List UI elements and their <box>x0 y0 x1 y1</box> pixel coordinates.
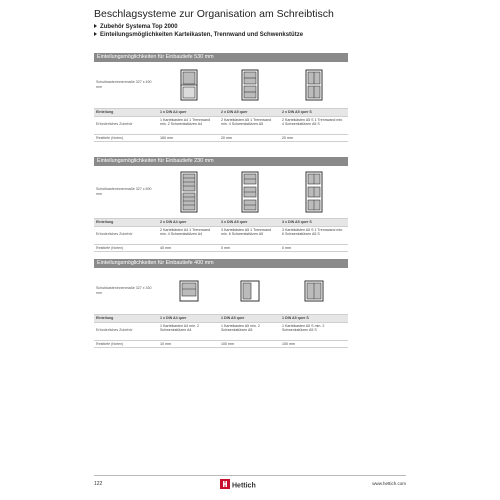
diagram-a4-single <box>158 62 219 108</box>
diagram-a5-triple <box>219 166 280 218</box>
table-cell: 160 mm <box>160 135 173 140</box>
section-heading: Einteilungsmöglichkeiten für Einbautiefe 530 mm <box>94 53 348 62</box>
diagram-a5-single <box>219 268 280 314</box>
drawer-layout-diagram <box>180 69 198 101</box>
brand-logo-icon <box>220 479 264 493</box>
table-header-row <box>94 109 348 117</box>
row-label: Resttiefe (hinten) <box>96 245 124 250</box>
drawer-layout-diagram <box>180 171 198 213</box>
table-cell: 20 mm <box>282 135 293 140</box>
inner-dimension-label: Schubkasteninnenmaße 327 x 330 mm <box>96 286 152 295</box>
subtitle-options <box>94 32 303 38</box>
subtitle-product <box>94 24 178 30</box>
col-option: 3 x DIN A5 quer <box>221 220 248 224</box>
col-option: 1 x DIN A4 quer <box>160 110 187 114</box>
table-header-row <box>94 315 348 323</box>
section-heading: Einteilungsmöglichkeiten für Einbautiefe 400 mm <box>94 259 348 268</box>
diagram-row <box>94 166 348 219</box>
table-row <box>94 245 348 253</box>
diagram-a5s-triple <box>280 166 348 218</box>
table-header-row <box>94 219 348 227</box>
table-row <box>94 341 348 349</box>
table-cell: 100 mm <box>221 341 234 346</box>
table-cell: 0 mm <box>221 245 230 250</box>
drawer-layout-diagram <box>305 171 323 213</box>
col-option: 1 x DIN A4 quer <box>160 316 187 320</box>
drawer-layout-diagram <box>304 280 324 302</box>
inner-dimension-label: Schubkasteninnenmaße 327 x 690 mm <box>96 187 152 196</box>
section-400 <box>94 259 348 348</box>
diagram-a5s-double <box>280 62 348 108</box>
options-table <box>94 166 348 252</box>
col-option: 2 x DIN A4 quer <box>160 220 187 224</box>
row-label: Erforderliches Zubehör <box>96 121 133 126</box>
table-cell: 0 mm <box>282 245 291 250</box>
logo-wordmark: Hettich <box>232 482 256 490</box>
row-label: Erforderliches Zubehör <box>96 327 133 332</box>
table-cell: 40 mm <box>160 245 171 250</box>
row-label: Erforderliches Zubehör <box>96 231 133 236</box>
row-label: Resttiefe (hinten) <box>96 341 124 346</box>
drawer-layout-diagram <box>179 280 199 302</box>
section-230 <box>94 157 348 252</box>
hettich-logo <box>220 479 264 493</box>
table-row <box>94 135 348 143</box>
page-title: Beschlagsysteme zur Organisation am Schreibtisch <box>94 8 334 20</box>
col-label: Einteilung <box>96 316 114 320</box>
table-cell: 3 Karteikästen A5 1 Trennwand min. 6 Schwenkstützen A5 <box>221 227 271 237</box>
row-label: Resttiefe (hinten) <box>96 135 124 140</box>
arrow-right-icon <box>94 32 97 36</box>
col-option: 2 x DIN A5 quer S <box>282 110 312 114</box>
table-row <box>94 227 348 245</box>
table-cell: 10 mm <box>160 341 171 346</box>
options-table <box>94 268 348 348</box>
diagram-a4-double <box>158 166 219 218</box>
table-row <box>94 117 348 135</box>
drawer-layout-diagram <box>305 69 323 101</box>
col-label: Einteilung <box>96 220 114 224</box>
drawer-layout-diagram <box>241 171 259 213</box>
footer-divider <box>94 475 406 476</box>
col-label: Einteilung <box>96 110 114 114</box>
diagram-a5-double <box>219 62 280 108</box>
col-option: 3 x DIN A5 quer S <box>282 220 312 224</box>
subtitle-options-text: Einteilungsmöglichkeiten Karteikasten, Trennwand und Schwenkstütze <box>100 32 304 38</box>
section-heading: Einteilungsmöglichkeiten für Einbautiefe 230 mm <box>94 157 348 166</box>
table-row <box>94 323 348 341</box>
table-cell: 100 mm <box>282 341 295 346</box>
diagram-a4-single <box>158 268 219 314</box>
table-cell: 2 Karteikästen A5 1 Trennwand min. 4 Schwenkstützen A5 <box>221 117 271 127</box>
table-cell: 1 Karteikasten A4 1 Trennwand min. 2 Schwenkstützen A4 <box>160 117 210 127</box>
page-number: 122 <box>94 481 103 487</box>
subtitle-product-text: Zubehör Systema Top 2000 <box>100 24 178 30</box>
drawer-layout-diagram <box>241 69 259 101</box>
table-cell: 2 Karteikästen A5 S 1 Trennwand min. 4 Schwenkstützen A5 S <box>282 117 344 127</box>
diagram-row <box>94 268 348 315</box>
section-530 <box>94 53 348 142</box>
table-cell: 2 Karteikästen A4 1 Trennwand min. 4 Schwenkstützen A4 <box>160 227 210 237</box>
table-cell: 1 Karteikasten A5 min. 2 Schwenkstützen A5 <box>221 323 260 333</box>
website-url: www.hettich.com <box>372 481 406 486</box>
col-option: 1 DIN A5 quer <box>221 316 245 320</box>
diagram-row <box>94 62 348 109</box>
col-option: 2 x DIN A5 quer <box>221 110 248 114</box>
col-option: 1 DIN A5 quer S <box>282 316 309 320</box>
table-cell: 1 Karteikasten A4 min. 2 Schwenkstützen A4 <box>160 323 199 333</box>
diagram-a5s-single <box>280 268 348 314</box>
inner-dimension-label: Schubkasteninnenmaße 327 x 490 mm <box>96 80 152 89</box>
table-cell: 3 Karteikästen A5 S 1 Trennwand min. 6 Schwenkstützen A5 S <box>282 227 344 237</box>
arrow-right-icon <box>94 24 97 28</box>
table-cell: 20 mm <box>221 135 232 140</box>
options-table <box>94 62 348 142</box>
table-cell: 1 Karteikasten A5 S min. 2 Schwenkstützen A5 S <box>282 323 325 333</box>
drawer-layout-diagram <box>240 280 260 302</box>
